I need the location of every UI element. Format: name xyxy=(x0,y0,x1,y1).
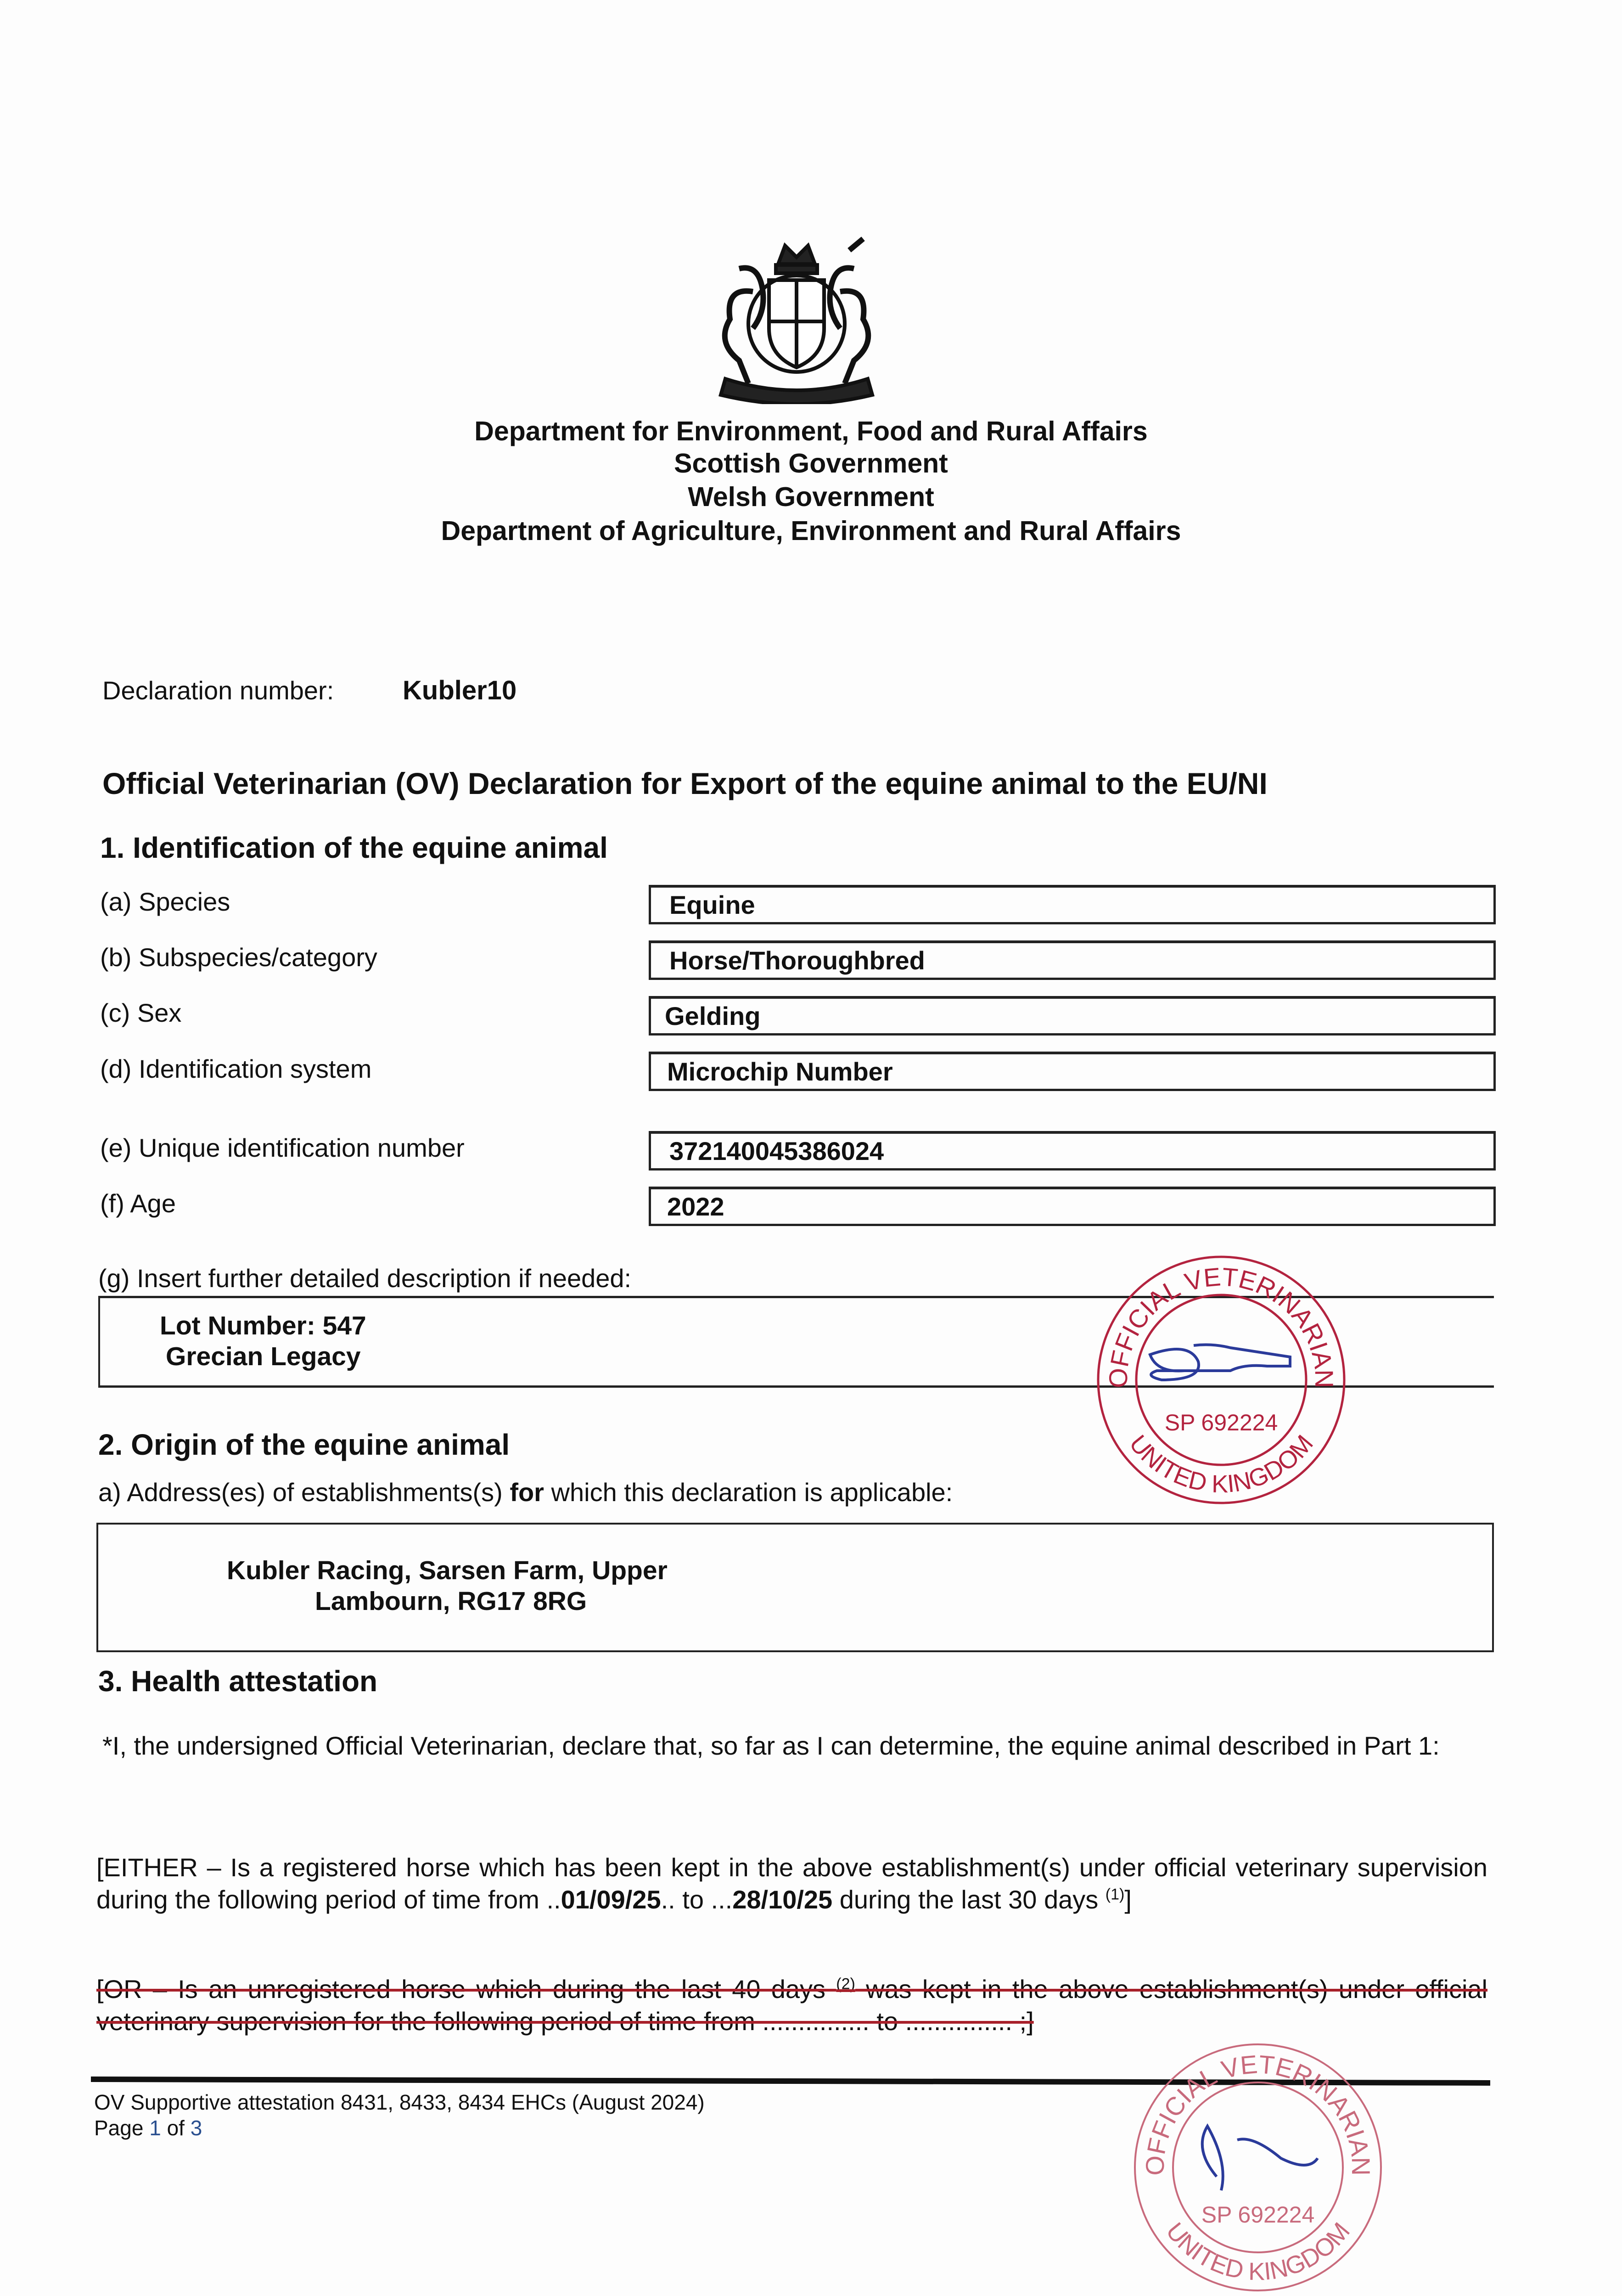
header-line-4: Department of Agriculture, Environment and Rural Affairs xyxy=(441,516,1181,546)
footnote-2: (2) xyxy=(836,1975,855,1993)
either-text-end: ] xyxy=(1124,1885,1132,1914)
establishment-label-pre: a) Address(es) of establishments(s) xyxy=(98,1478,510,1507)
age-field: 2022 xyxy=(649,1187,1496,1226)
identification-system-field: Microchip Number xyxy=(649,1052,1496,1091)
either-clause xyxy=(96,1851,1487,1916)
horse-name-text: Grecian Legacy xyxy=(166,1342,361,1371)
stamp-number: SP 692224 xyxy=(1164,1410,1278,1435)
further-description-label: (g) Insert further detailed description if needed: xyxy=(98,1264,632,1293)
either-text-post: during the last 30 days xyxy=(832,1885,1106,1914)
stamp-top-text: OFFICIAL VETERINARIAN xyxy=(1140,2049,1376,2176)
subspecies-field: Horse/Thoroughbred xyxy=(649,940,1496,980)
signature xyxy=(1202,2126,1318,2190)
stamp-number: SP 692224 xyxy=(1201,2202,1315,2228)
footer-doc-ref: OV Supportive attestation 8431, 8433, 8434 EHCs (August 2024) xyxy=(94,2090,705,2114)
section-2-heading: 2. Origin of the equine animal xyxy=(98,1428,510,1461)
royal-crest-icon xyxy=(698,236,895,404)
page-title: Official Veterinarian (OV) Declaration for Export of the equine animal to the EU/NI xyxy=(102,766,1268,800)
address-line-1: Kubler Racing, Sarsen Farm, Upper xyxy=(227,1556,668,1585)
date-to: 28/10/25 xyxy=(732,1885,833,1914)
lot-number-text: Lot Number: 547 xyxy=(160,1311,366,1340)
further-description-box xyxy=(98,1296,1081,1388)
unique-id-label: (e) Unique identification number xyxy=(100,1133,465,1162)
footnote-1: (1) xyxy=(1105,1885,1125,1903)
address-line-2: Lambourn, RG17 8RG xyxy=(315,1587,587,1616)
attestation-intro: *I, the undersigned Official Veterinarian, declare that, so far as I can determine, the equine animal described in Part 1: xyxy=(102,1731,1440,1760)
age-label: (f) Age xyxy=(100,1189,176,1218)
sex-field: Gelding xyxy=(649,996,1496,1035)
establishment-label xyxy=(98,1478,953,1507)
official-veterinarian-stamp-footer xyxy=(1129,2039,1386,2296)
or-text-post: was kept in the above establishment(s) under official veterinary supervision for the following period of time from ............... to ............... ;] xyxy=(96,1975,1487,2036)
header-line-2: Scottish Government xyxy=(674,448,948,478)
either-text-pre: [EITHER – Is a registered horse which has been kept in the above establishment(s) under official veterinary supervision during the following period of time from .. xyxy=(96,1853,1487,1914)
page-word: Page xyxy=(94,2116,144,2140)
species-field: Equine xyxy=(649,885,1496,924)
declaration-number-label: Declaration number: xyxy=(102,676,334,705)
stamp-top-text: OFFICIAL VETERINARIAN xyxy=(1103,1262,1339,1389)
unique-id-field: 372140045386024 xyxy=(649,1131,1496,1171)
species-label: (a) Species xyxy=(100,887,230,916)
official-veterinarian-stamp xyxy=(1093,1251,1350,1508)
declaration-number-value: Kubler10 xyxy=(403,675,517,705)
sex-label: (c) Sex xyxy=(100,998,182,1027)
header-line-1: Department for Environment, Food and Rural Affairs xyxy=(474,416,1148,446)
footer-page-number xyxy=(94,2116,202,2140)
date-from: 01/09/25 xyxy=(561,1885,661,1914)
section-3-heading: 3. Health attestation xyxy=(98,1665,378,1698)
subspecies-label: (b) Subspecies/category xyxy=(100,943,377,972)
section-1-heading: 1. Identification of the equine animal xyxy=(100,831,608,864)
or-text-pre: [OR – Is an unregistered horse which during the last 40 days xyxy=(96,1975,836,2003)
header-line-3: Welsh Government xyxy=(688,482,934,512)
signature xyxy=(1150,1345,1290,1380)
either-text-mid: .. to ... xyxy=(661,1885,733,1914)
stamp-bottom-text: UNITED KINGDOM xyxy=(1124,1429,1319,1498)
page-total: 3 xyxy=(190,2116,202,2140)
identification-system-label: (d) Identification system xyxy=(100,1054,372,1083)
establishment-label-post: which this declaration is applicable: xyxy=(544,1478,953,1507)
stamp-bottom-text: UNITED KINGDOM xyxy=(1161,2217,1355,2286)
establishment-label-bold: for xyxy=(510,1478,544,1507)
page-current: 1 xyxy=(149,2116,161,2140)
or-clause-struck xyxy=(96,1973,1487,2037)
address-box xyxy=(96,1523,1494,1652)
of-word: of xyxy=(167,2116,185,2140)
